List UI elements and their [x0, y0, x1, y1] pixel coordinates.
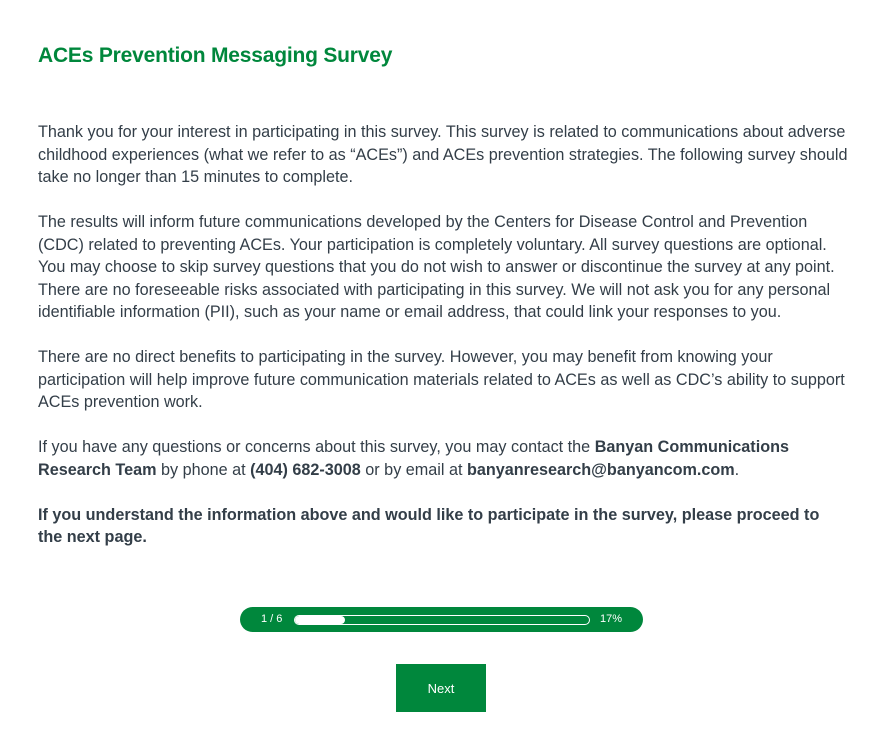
contact-email: banyanresearch@banyancom.com — [466, 460, 735, 479]
contact-team-name: Banyan Communications Research Team — [38, 438, 789, 479]
progress-page-count: 1 / 6 — [261, 613, 283, 625]
contact-prefix: If you have any questions or concerns about this survey, you may contact the — [38, 438, 595, 456]
intro-content — [38, 121, 848, 549]
progress-indicator — [240, 607, 643, 632]
next-button[interactable]: Next — [396, 664, 486, 712]
intro-paragraph-purpose: Thank you for your interest in participating in this survey. This survey is related to communications about adverse childhood experiences (what we refer to as “ACEs”) and ACEs prevention strategies. The following survey should take no longer than 15 minutes to complete. — [38, 123, 848, 186]
progress-percent: 17% — [600, 613, 623, 625]
page-title: ACEs Prevention Messaging Survey — [38, 44, 393, 67]
contact-phone-prefix: by phone at — [156, 460, 251, 479]
progress-bar-fill — [295, 616, 345, 624]
contact-paragraph — [38, 436, 848, 481]
contact-email-prefix: or by email at — [360, 460, 467, 479]
progress-bar-track — [294, 615, 590, 625]
consent-instruction — [38, 504, 848, 549]
survey-page — [38, 40, 848, 571]
intro-paragraph-benefits: There are no direct benefits to participating in the survey. However, you may benefit from knowing your participation will help improve future communication materials related to ACEs as well as CDC’s ability to support ACEs prevention work. — [38, 348, 845, 411]
intro-paragraph-voluntary: The results will inform future communications developed by the Centers for Disease Control and Prevention (CDC) related to preventing ACEs. Your participation is completely voluntary. All survey questions are optional. You may choose to skip survey questions that you do not wish to answer or discontinue the survey at any point. There are no foreseeable risks associated with participating in this survey. We will not ask you for any personal identifiable information (PII), such as your name or email address, that could link your responses to you. — [38, 213, 835, 321]
contact-suffix: . — [734, 460, 740, 479]
consent-instruction-text: If you understand the information above and would like to participate in the survey, please proceed to the next page. — [38, 505, 820, 546]
contact-phone: (404) 682-3008 — [250, 460, 361, 479]
